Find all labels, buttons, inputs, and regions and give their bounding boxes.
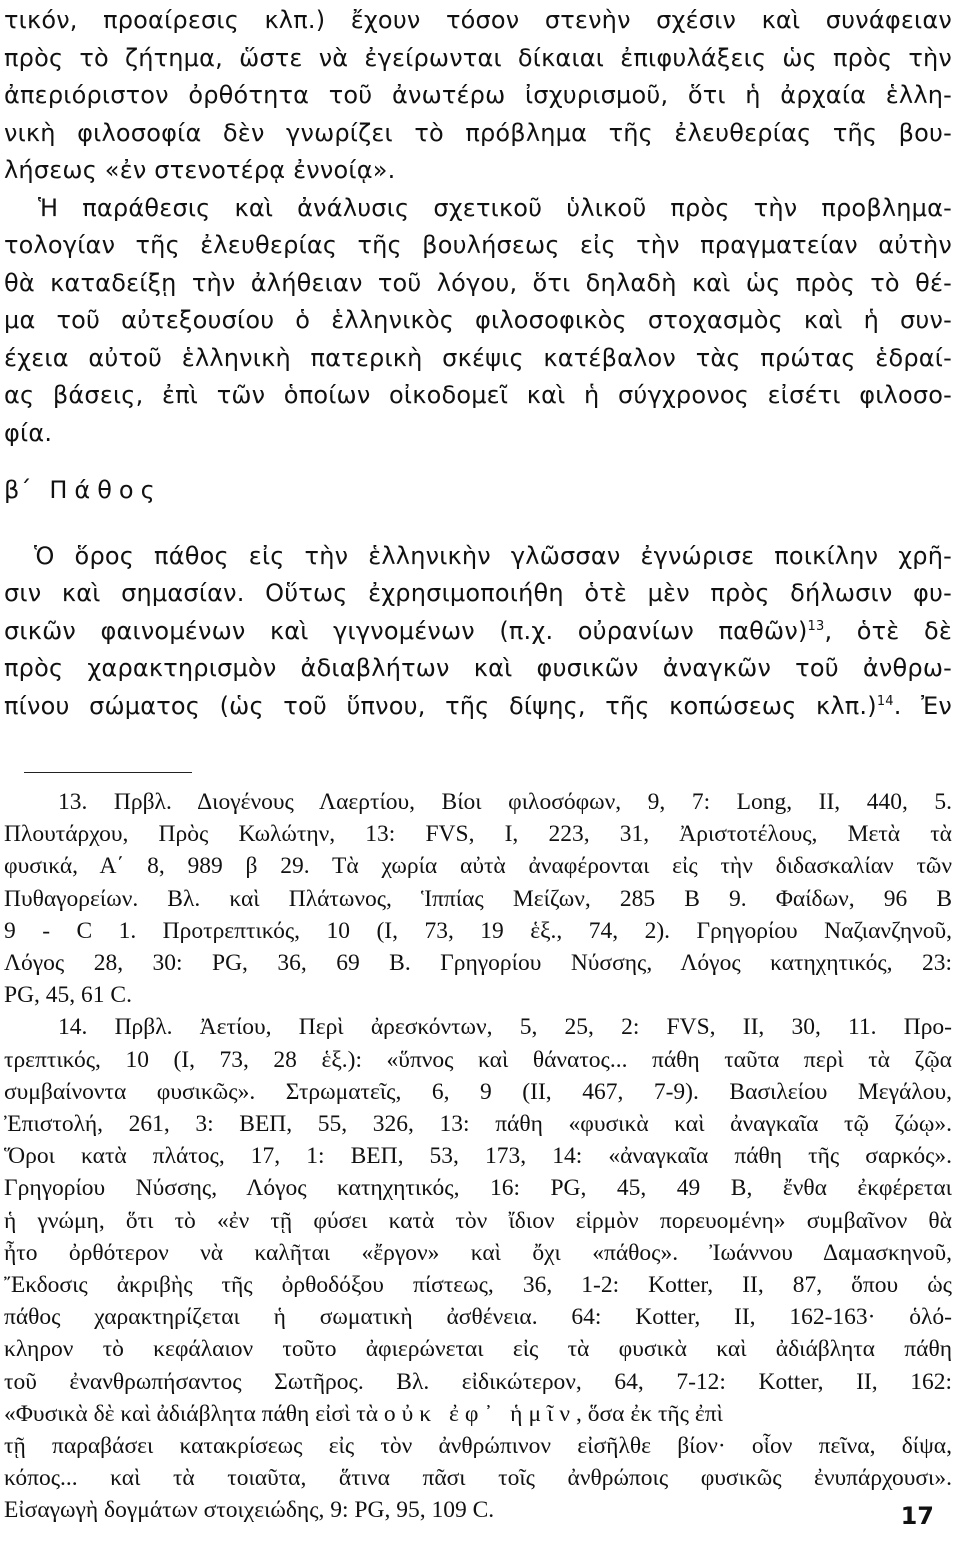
text-fragment: «Φυσικὰ δὲ καὶ ἀδιάβλητα πάθη εἰσὶ τὰ (4, 1400, 384, 1427)
note-line (4, 1398, 952, 1430)
footnote-ref-13: 13 (807, 618, 825, 634)
text-line: πρὸς χαρακτηρισμὸν ἀδιαβλήτων καὶ φυσικῶν ἀναγκῶν τοῦ ἀνθρω- (4, 654, 952, 682)
text-line (4, 613, 952, 651)
text-line: φία. (4, 418, 53, 447)
note-line: Γρηγορίου Νύσσης, Λόγος κατηχητικός, 16: PG, 45, 49 Β, ἔνθα ἐκφέρεται (4, 1175, 952, 1202)
section-number: β΄ (4, 476, 32, 504)
note-line: τῇ παραβάσει κατακρίσεως εἰς τὸν ἀνθρώπινον εἰσῆλθε βίον· οἷον πεῖνα, δίψα, (4, 1433, 952, 1460)
text-line: πρὸς τὸ ζήτημα, ὥστε νὰ ἐγείρωνται δίκαιαι ἐπιφυλάξεις ὡς πρὸς τὴν (4, 43, 952, 72)
note-line: ἦτο ὀρθότερον νὰ καλῆται «ἔργον» καὶ ὄχι «πάθος». Ἰωάννου Δαμασκηνοῦ, (4, 1239, 952, 1266)
note-line: 14. Πρβλ. Ἀετίου, Περὶ ἀρεσκόντων, 5, 25, 2: FVS, II, 30, 11. Προ- (58, 1014, 952, 1041)
text-line: τικόν, προαίρεσις κλπ.) ἔχουν τόσον στενὴν σχέσιν καὶ συνάφειαν (4, 6, 952, 34)
section-heading (4, 472, 952, 510)
note-line: Πυθαγορείων. Βλ. καὶ Πλάτωνος, Ἱππίας Μείζων, 285 Β 9. Φαίδων, 96 Β (4, 885, 952, 912)
note-line: ἡ γνώμη, ὅτι τὸ «ἐν τῇ φύσει κατὰ τὸν ἴδιον εἱρμὸν πορευομένη» συμβαῖνον θὰ (4, 1207, 952, 1234)
text-line: θὰ καταδείξῃ τὴν ἀλήθειαν τοῦ λόγου, ὅτι δηλαδὴ καὶ ὡς πρὸς τὸ θέ- (4, 268, 952, 297)
note-line: τοῦ ἐνανθρωπήσαντος Σωτῆρος. Βλ. εἰδικώτερον, 64, 7-12: Kotter, II, 162: (4, 1368, 952, 1395)
text-line: έχεια αὐτοῦ ἑλληνικὴ πατερικὴ σκέψις κατέβαλον τὰς πρώτας ἑδραί- (4, 343, 952, 372)
text-line: μα τοῦ αὐτεξουσίου ὁ ἑλληνικὸς φιλοσοφικὸς στοχασμὸς καὶ ἡ συν- (4, 306, 952, 334)
text-fragment: . Ἐν (893, 691, 952, 720)
text-fragment: , ὅσα ἐκ τῆς ἐπὶ (576, 1400, 723, 1427)
footnotes (4, 786, 952, 1527)
note-line: Πλουτάρχου, Πρὸς Κωλώτην, 13: FVS, I, 223, 31, Ἀριστοτέλους, Μετὰ τὰ (4, 821, 952, 848)
note-line: κληρον τὸ κεφάλαιον τοῦτο ἀφιερώνεται εἰς τὰ φυσικὰ καὶ ἀδιάβλητα πάθη (4, 1336, 952, 1363)
text-line: σιν καὶ σημασίαν. Οὕτως ἐχρησιμοποιήθη ὁτὲ μὲν πρὸς δήλωσιν φυ- (4, 579, 952, 607)
note-line: 9 - C 1. Προτρεπτικός, 10 (I, 73, 19 ἑξ., 74, 2). Γρηγορίου Ναζιανζηνοῦ, (4, 917, 952, 944)
note-line: τρεπτικός, 10 (I, 73, 28 ἑξ.): «ὕπνος καὶ θάνατος... πάθη ταῦτα περὶ τὰ ζῷα (4, 1046, 952, 1073)
text-line: τολογίαν τῆς ἐλευθερίας τῆς βουλήσεως εἰς τὴν πραγματείαν αὐτὴν (4, 231, 952, 259)
note-line: Ὅροι κατὰ πλάτος, 17, 1: ΒΕΠ, 53, 173, 14: «ἀναγκαῖα πάθη τῆς σαρκός». (4, 1143, 952, 1170)
note-line: 13. Πρβλ. Διογένους Λαερτίου, Βίοι φιλοσόφων, 9, 7: Long, II, 440, 5. (58, 789, 952, 815)
text-fragment: , ὁτὲ δὲ (824, 616, 953, 645)
text-fragment: πίνου σώματος (ὡς τοῦ ὕπνου, τῆς δίψης, τῆς κοπώσεως κλπ.) (4, 691, 877, 720)
note-line: πάθος χαρακτηρίζεται ἡ σωματικὴ ἀσθένεια. 64: Kotter, II, 162-163· ὁλό- (4, 1304, 952, 1331)
note-line: PG, 45, 61 C. (4, 982, 132, 1009)
spaced-emphasis: οὐκ ἐφ᾽ ἡμῖν (383, 1400, 576, 1427)
note-line: κόπος... καὶ τὰ τοιαῦτα, ἅτινα πᾶσι τοῖς ἀνθρώποις φυσικῶς ἐνυπάρχουσι». (4, 1465, 952, 1492)
note-line: Ἐπιστολή, 261, 3: ΒΕΠ, 55, 326, 13: πάθη «φυσικὰ καὶ ἀναγκαῖα τῷ ζώῳ». (4, 1111, 952, 1138)
main-text (4, 2, 952, 725)
section-title: Πάθος (49, 476, 162, 504)
footnote-14 (4, 1011, 952, 1526)
text-line: νικὴ φιλοσοφία δὲν γνωρίζει τὸ πρόβλημα τῆς ἐλευθερίας τῆς βου- (4, 118, 952, 147)
paragraph-1 (4, 2, 952, 190)
note-line: Εἰσαγωγὴ δογμάτων στοιχειώδης, 9: PG, 95, 109 C. (4, 1497, 495, 1524)
paragraph-3 (4, 538, 952, 726)
note-line: συμβαίνοντα φυσικῶς». Στρωματεῖς, 6, 9 (II, 467, 7-9). Βασιλείου Μεγάλου, (4, 1078, 952, 1105)
footnote-separator (24, 772, 192, 773)
text-line: ας βάσεις, ἐπὶ τῶν ὁποίων οἰκοδομεῖ καὶ ἡ σύγχρονος εἰσέτι φιλοσο- (4, 381, 952, 409)
text-line: Ὁ ὅρος πάθος εἰς τὴν ἑλληνικὴν γλῶσσαν ἐγνώρισε ποικίλην χρῆ- (34, 541, 952, 570)
text-line: ἀπεριόριστον ὀρθότητα τοῦ ἀνωτέρω ἰσχυρισμοῦ, ὅτι ἡ ἀρχαία ἑλλη- (4, 81, 952, 109)
text-fragment: σικῶν φαινομένων καὶ γιγνομένων (π.χ. οὐρανίων παθῶν) (4, 616, 808, 645)
page-number: 17 (900, 1502, 934, 1530)
footnote-13 (4, 786, 952, 1011)
paragraph-2 (4, 190, 952, 453)
text-line: λήσεως «ἐν στενοτέρᾳ ἐννοίᾳ». (4, 156, 396, 184)
note-line: Λόγος 28, 30: PG, 36, 69 Β. Γρηγορίου Νύσσης, Λόγος κατηχητικός, 23: (4, 950, 952, 977)
footnote-ref-14: 14 (876, 693, 894, 709)
note-line: Ἔκδοσις ἀκριβὴς τῆς ὀρθοδόξου πίστεως, 36, 1-2: Kotter, II, 87, ὅπου ὡς (4, 1272, 952, 1299)
note-line: φυσικά, Α΄ 8, 989 β 29. Τὰ χωρία αὐτὰ ἀναφέρονται εἰς τὴν διδασκαλίαν τῶν (4, 853, 952, 880)
text-line (4, 688, 952, 726)
text-line: Ἡ παράθεσις καὶ ἀνάλυσις σχετικοῦ ὑλικοῦ πρὸς τὴν προβλημα- (38, 193, 952, 222)
